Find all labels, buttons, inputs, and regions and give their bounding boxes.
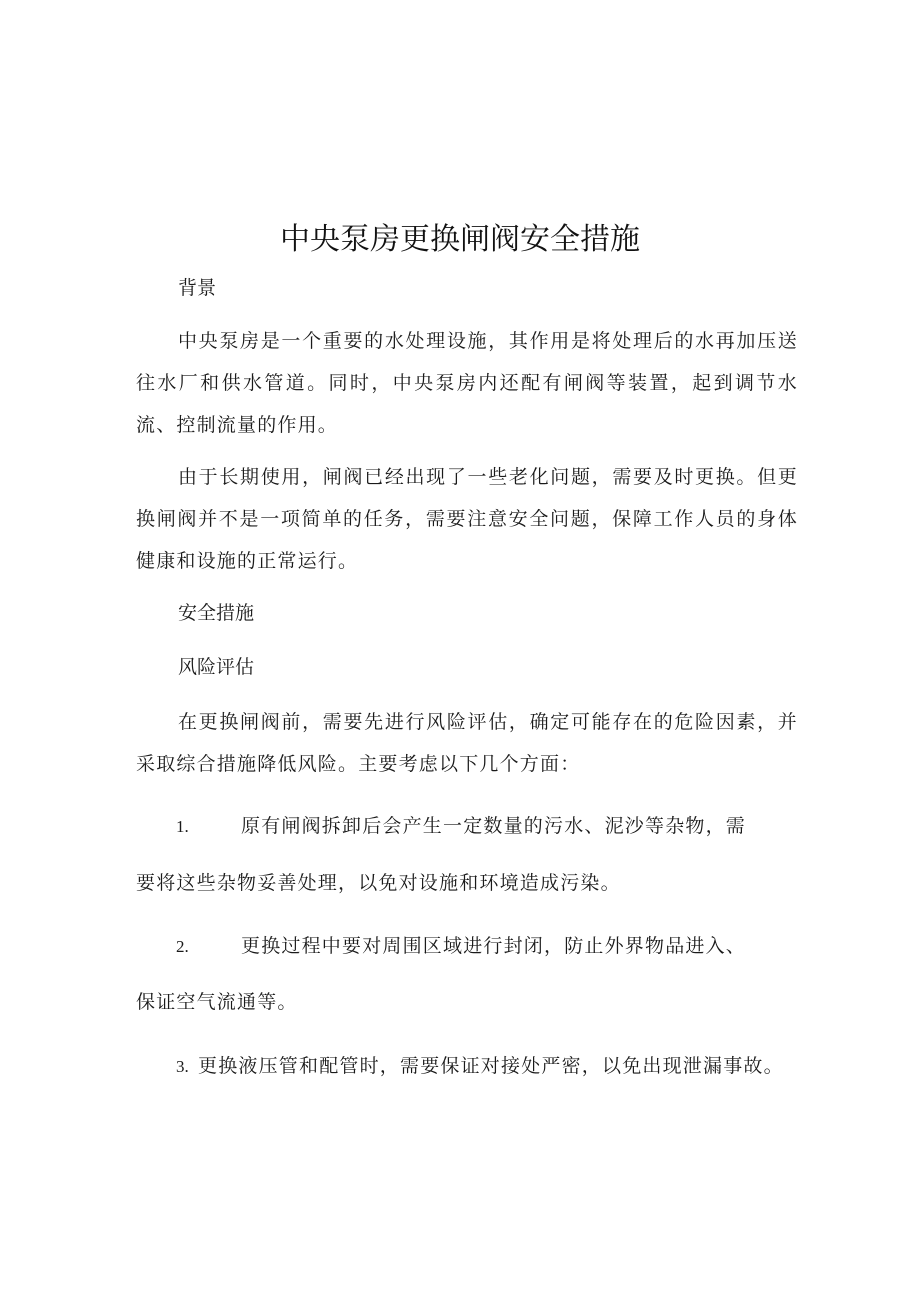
paragraph-risk-intro: 在更换闸阀前，需要先进行风险评估，确定可能存在的危险因素，并采取综合措施降低风险。主要考虑以下几个方面： <box>136 711 798 775</box>
list-item-number: 3. <box>176 1057 189 1076</box>
heading-risk-assessment: 风险评估 <box>178 656 255 678</box>
list-item-number: 2. <box>176 937 189 956</box>
list-item-number: 1. <box>176 817 189 836</box>
paragraph-intro: 中央泵房是一个重要的水处理设施，其作用是将处理后的水再加压送往水厂和供水管道。同时，中央泵房内还配有闸阀等装置，起到调节水流、控制流量的作用。 <box>136 330 798 436</box>
heading-background: 背景 <box>178 277 217 299</box>
list-item-text: 原有闸阀拆卸后会产生一定数量的污水、泥沙等杂物，需 <box>241 815 747 837</box>
list-item-text: 更换过程中要对周围区域进行封闭，防止外界物品进入、 <box>241 935 747 957</box>
list-item-text: 更换液压管和配管时，需要保证对接处严密，以免出现泄漏事故。 <box>198 1055 784 1077</box>
list-item-text-continued: 要将这些杂物妥善处理，以免对设施和环境造成污染。 <box>136 872 621 894</box>
list-item-text-continued: 保证空气流通等。 <box>136 991 298 1013</box>
heading-safety-measures: 安全措施 <box>178 602 255 624</box>
document-title: 中央泵房更换闸阀安全措施 <box>280 222 640 257</box>
paragraph-aging: 由于长期使用，闸阀已经出现了一些老化问题，需要及时更换。但更换闸阀并不是一项简单的任务，需要注意安全问题，保障工作人员的身体健康和设施的正常运行。 <box>136 466 798 572</box>
